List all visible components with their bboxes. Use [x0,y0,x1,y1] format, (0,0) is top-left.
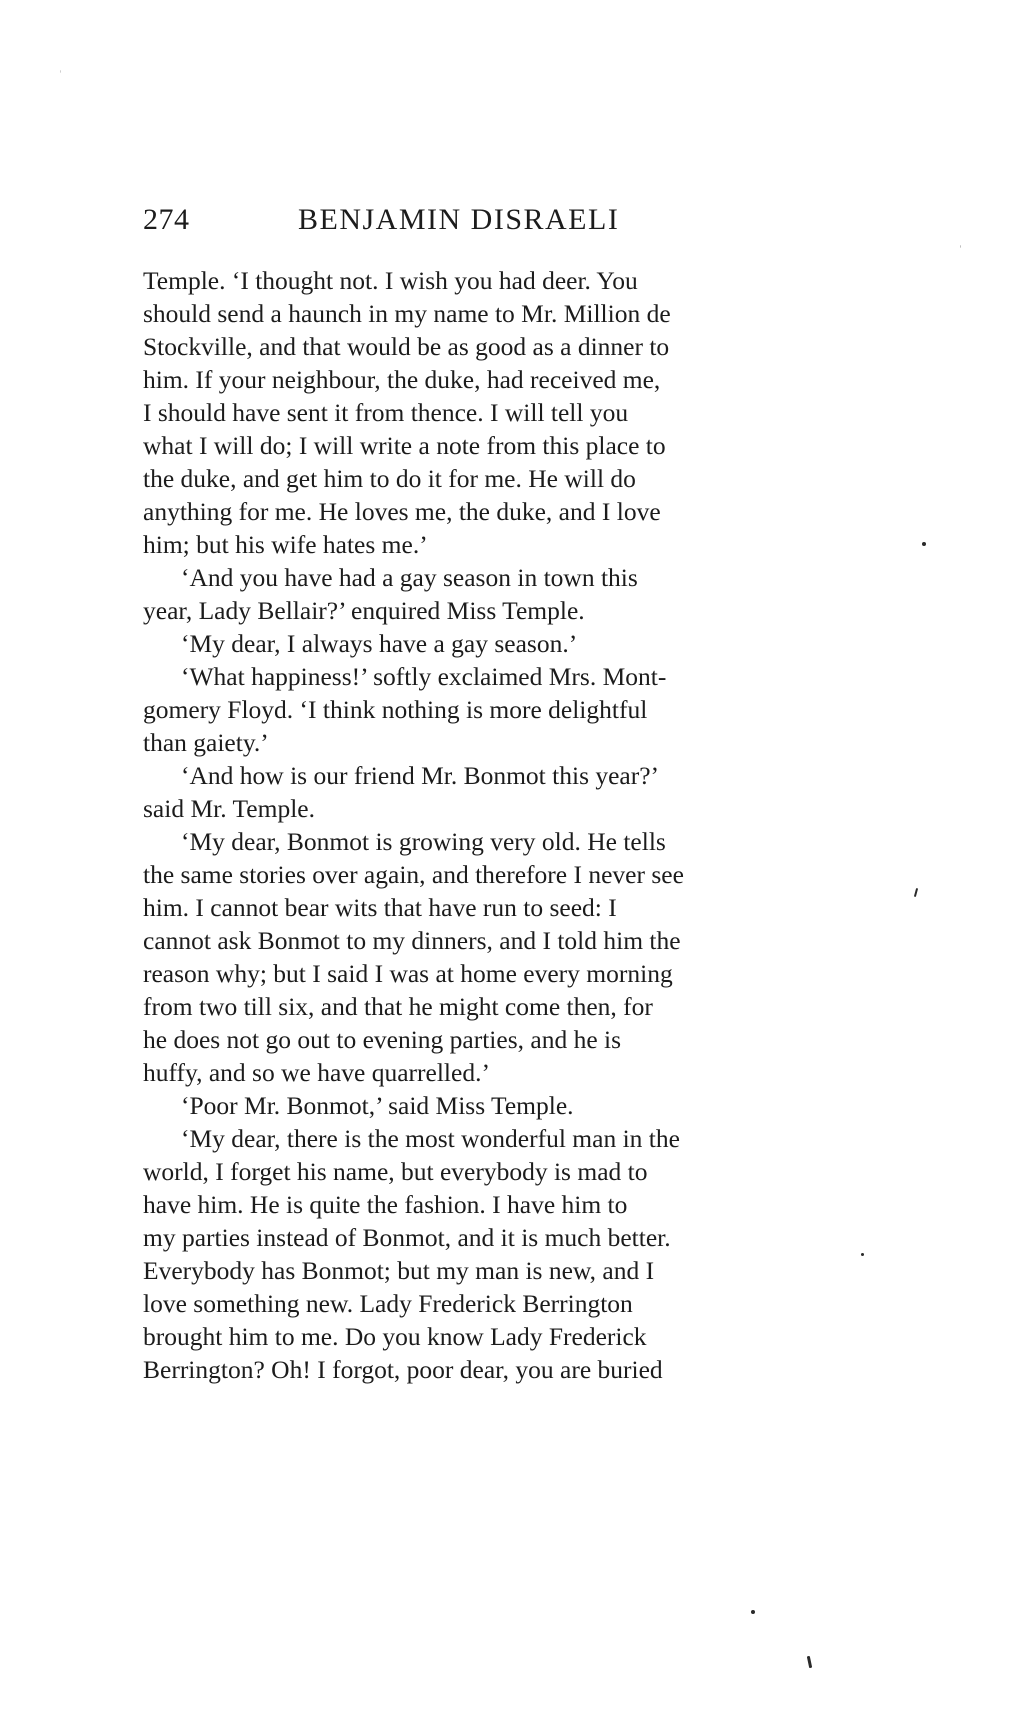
text-line: ‘And how is our friend Mr. Bonmot this year?’ [181,761,660,790]
text-line: Temple. ‘I thought not. I wish you had deer. You [143,266,638,295]
scan-speck [861,1253,864,1256]
text-line: what I will do; I will write a note from this place to [143,431,666,460]
text-line: Stockville, and that would be as good as a dinner to [143,332,670,361]
text-line: Everybody has Bonmot; but my man is new, and I [143,1256,655,1285]
body-text [143,264,846,1386]
text-line: than gaiety.’ [143,728,269,757]
text-line: cannot ask Bonmot to my dinners, and I told him the [143,926,681,955]
scan-speck [914,888,918,897]
text-line: have him. He is quite the fashion. I have him to [143,1190,628,1219]
text-line: Berrington? Oh! I forgot, poor dear, you are buried [143,1355,663,1384]
scan-speck [751,1610,755,1614]
text-line: ‘My dear, there is the most wonderful man in the [181,1124,680,1153]
text-line: ‘And you have had a gay season in town this [181,563,638,592]
running-head [143,200,843,240]
text-line: him. If your neighbour, the duke, had received me, [143,365,661,394]
text-line: I should have sent it from thence. I will tell you [143,398,629,427]
text-line: he does not go out to evening parties, and he is [143,1025,622,1054]
text-line: ‘My dear, Bonmot is growing very old. He tells [181,827,666,856]
text-line: ‘My dear, I always have a gay season.’ [181,629,578,658]
page-number: 274 [143,203,190,236]
text-line: gomery Floyd. ‘I think nothing is more delightful [143,695,648,724]
text-line: ‘Poor Mr. Bonmot,’ said Miss Temple. [181,1091,574,1120]
text-line: love something new. Lady Frederick Berrington [143,1289,633,1318]
text-line: the duke, and get him to do it for me. He will do [143,464,636,493]
scan-speck [960,245,961,248]
text-line: from two till six, and that he might come then, for [143,992,653,1021]
text-line: my parties instead of Bonmot, and it is much better. [143,1223,671,1252]
scan-speck [60,70,61,73]
text-line: said Mr. Temple. [143,794,315,823]
text-line: anything for me. He loves me, the duke, and I love [143,497,661,526]
text-line: him. I cannot bear wits that have run to seed: I [143,893,617,922]
text-line: world, I forget his name, but everybody is mad to [143,1157,648,1186]
text-line: brought him to me. Do you know Lady Frederick [143,1322,647,1351]
scan-speck [922,542,926,546]
book-title: BENJAMIN DISRAELI [298,203,620,236]
text-line: should send a haunch in my name to Mr. Million de [143,299,671,328]
text-line: year, Lady Bellair?’ enquired Miss Temple. [143,596,585,625]
text-line: him; but his wife hates me.’ [143,530,428,559]
text-line: ‘What happiness!’ softly exclaimed Mrs. Mont- [181,662,667,691]
text-line: huffy, and so we have quarrelled.’ [143,1058,490,1087]
text-line: the same stories over again, and therefore I never see [143,860,684,889]
scan-speck [807,1656,812,1668]
text-line: reason why; but I said I was at home every morning [143,959,673,988]
